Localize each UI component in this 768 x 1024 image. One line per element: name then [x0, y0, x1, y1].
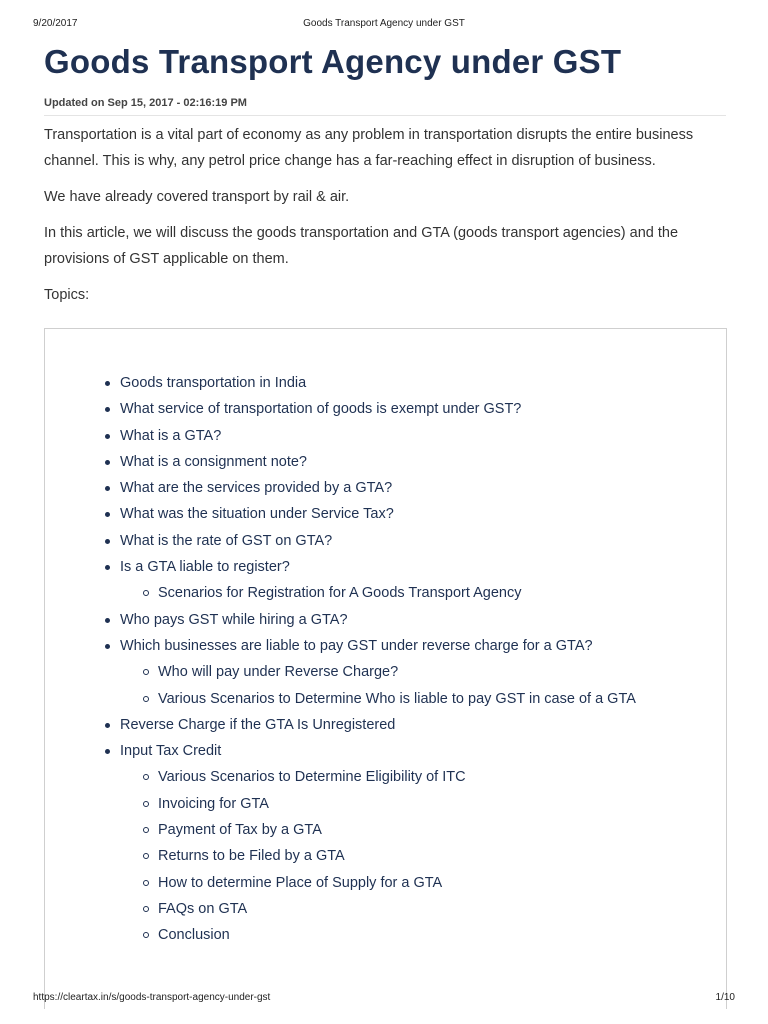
disc-bullet-icon [105, 381, 110, 386]
disc-bullet-icon [105, 539, 110, 544]
toc-link-label[interactable]: Who pays GST while hiring a GTA? [120, 611, 348, 628]
article-title: Goods Transport Agency under GST [44, 43, 622, 80]
disc-bullet-icon [105, 565, 110, 570]
toc-link-label[interactable]: What is a GTA? [120, 427, 222, 444]
circle-bullet-icon [143, 853, 149, 859]
toc-link-label[interactable]: What is the rate of GST on GTA? [120, 532, 333, 549]
covered-paragraph: We have already covered transport by rail & air. [44, 189, 350, 205]
toc-link[interactable] [103, 843, 636, 869]
toc-link[interactable] [103, 449, 636, 475]
page-url: https://cleartax.in/s/goods-transport-agency-under-gst [33, 992, 271, 1003]
toc-link-label[interactable]: Input Tax Credit [120, 743, 222, 760]
circle-bullet-icon [143, 774, 149, 780]
toc-link-label[interactable]: Various Scenarios to Determine Who is liable to pay GST in case of a GTA [158, 690, 636, 707]
toc-link[interactable] [103, 475, 636, 501]
toc-link-label[interactable]: Various Scenarios to Determine Eligibility of ITC [158, 769, 466, 786]
toc-link[interactable] [103, 528, 636, 554]
disc-bullet-icon [105, 460, 110, 465]
toc-link-label[interactable]: What service of transportation of goods is exempt under GST? [120, 401, 522, 418]
disc-bullet-icon [105, 723, 110, 728]
disc-bullet-icon [105, 434, 110, 439]
toc-link[interactable] [103, 896, 636, 922]
toc-link[interactable] [103, 396, 636, 422]
toc-link[interactable] [103, 580, 636, 606]
circle-bullet-icon [143, 827, 149, 833]
circle-bullet-icon [143, 801, 149, 807]
toc-link-label[interactable]: Is a GTA liable to register? [120, 559, 290, 576]
updated-timestamp: Updated on Sep 15, 2017 - 02:16:19 PM [44, 97, 726, 116]
toc-link[interactable] [103, 870, 636, 896]
topics-label: Topics: [44, 287, 90, 303]
intro-paragraph: Transportation is a vital part of economy as any problem in transportation disrupts the entire business channel. This is why, any petrol price change has a far-reaching effect in disruption of business. [44, 127, 694, 169]
circle-bullet-icon [143, 696, 149, 702]
table-of-contents [44, 328, 727, 1009]
toc-link[interactable] [103, 686, 636, 712]
disc-bullet-icon [105, 749, 110, 754]
toc-link[interactable] [103, 738, 636, 764]
toc-link[interactable] [103, 633, 636, 659]
toc-link-label[interactable]: Who will pay under Reverse Charge? [158, 664, 399, 681]
toc-link-label[interactable]: How to determine Place of Supply for a GTA [158, 874, 443, 891]
circle-bullet-icon [143, 880, 149, 886]
circle-bullet-icon [143, 932, 149, 938]
toc-link[interactable] [103, 817, 636, 843]
page-number: 1/10 [715, 992, 735, 1003]
toc-link[interactable] [103, 922, 636, 948]
toc-link-label[interactable]: Returns to be Filed by a GTA [158, 848, 345, 865]
toc-link-label[interactable]: Reverse Charge if the GTA Is Unregistered [120, 716, 396, 733]
disc-bullet-icon [105, 512, 110, 517]
toc-link[interactable] [103, 712, 636, 738]
toc-list [103, 370, 636, 949]
toc-link[interactable] [103, 554, 636, 580]
toc-link-label[interactable]: What is a consignment note? [120, 453, 307, 470]
toc-link-label[interactable]: Which businesses are liable to pay GST under reverse charge for a GTA? [120, 637, 593, 654]
toc-link[interactable] [103, 370, 636, 396]
print-header [33, 18, 735, 32]
disc-bullet-icon [105, 486, 110, 491]
circle-bullet-icon [143, 669, 149, 675]
toc-link-label[interactable]: What are the services provided by a GTA? [120, 480, 393, 497]
print-page-title: Goods Transport Agency under GST [303, 18, 465, 29]
disc-bullet-icon [105, 618, 110, 623]
print-date: 9/20/2017 [33, 18, 78, 29]
circle-bullet-icon [143, 906, 149, 912]
article [44, 40, 726, 308]
toc-link-label[interactable]: Goods transportation in India [120, 375, 307, 391]
toc-link-label[interactable]: Scenarios for Registration for A Goods Transport Agency [158, 585, 522, 602]
toc-link[interactable] [103, 764, 636, 790]
article-scope-paragraph: In this article, we will discuss the goods transportation and GTA (goods transport agencies) and the provisions of GST applicable on them. [44, 225, 679, 267]
toc-link[interactable] [103, 791, 636, 817]
toc-link[interactable] [103, 607, 636, 633]
toc-link[interactable] [103, 659, 636, 685]
toc-link-label[interactable]: Invoicing for GTA [158, 795, 269, 812]
toc-link-label[interactable]: Payment of Tax by a GTA [158, 822, 322, 839]
print-footer [33, 992, 735, 1006]
toc-link-label[interactable]: FAQs on GTA [158, 900, 248, 917]
toc-link[interactable] [103, 423, 636, 449]
disc-bullet-icon [105, 644, 110, 649]
toc-link-label[interactable]: Conclusion [158, 927, 230, 944]
toc-link-label[interactable]: What was the situation under Service Tax? [120, 506, 394, 523]
toc-link[interactable] [103, 501, 636, 527]
circle-bullet-icon [143, 590, 149, 596]
disc-bullet-icon [105, 407, 110, 412]
